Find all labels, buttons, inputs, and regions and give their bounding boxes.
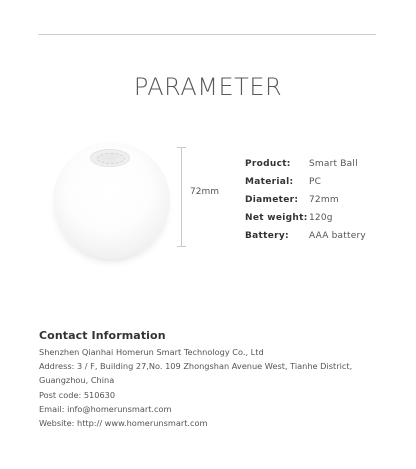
contact-section [39,329,379,430]
spec-label: Battery: [245,231,289,241]
spec-label: Material: [245,177,294,187]
spec-row-material [245,173,366,191]
top-divider [38,34,376,35]
email-line: Email: info@homerunsmart.com [39,403,172,414]
smart-ball-image [53,142,170,259]
dimension-line [181,147,182,247]
spec-row-net-weight [245,209,366,227]
spec-row-battery [245,227,366,245]
spec-label: Diameter: [245,195,299,205]
website-line: Website: http:// www.homerunsmart.com [39,418,208,429]
spec-row-diameter [245,191,366,209]
dimension-tick-top [177,147,186,148]
spec-label: Product: [245,159,291,169]
spec-value: 120g [309,213,333,223]
spec-value: 72mm [309,195,339,205]
spec-table [245,155,366,245]
contact-title: Contact Information [39,329,166,342]
post-code: Post code: 510630 [39,389,116,400]
spec-value: PC [309,177,322,187]
address-line-2: Guangzhou, China [39,375,115,386]
ball-cap [90,149,130,167]
spec-value: AAA battery [309,231,366,241]
page-title: PARAMETER [133,73,283,101]
address-line-1: Address: 3 / F, Building 27,No. 109 Zhongshan Avenue West, Tianhe District, [39,361,353,372]
spec-row-product [245,155,366,173]
spec-value: Smart Ball [309,159,358,169]
dimension-tick-bottom [177,246,186,247]
dimension-label: 72mm [190,187,219,197]
company-name: Shenzhen Qianhai Homerun Smart Technology Co., Ltd [39,347,264,357]
spec-label: Net weight: [245,213,308,223]
